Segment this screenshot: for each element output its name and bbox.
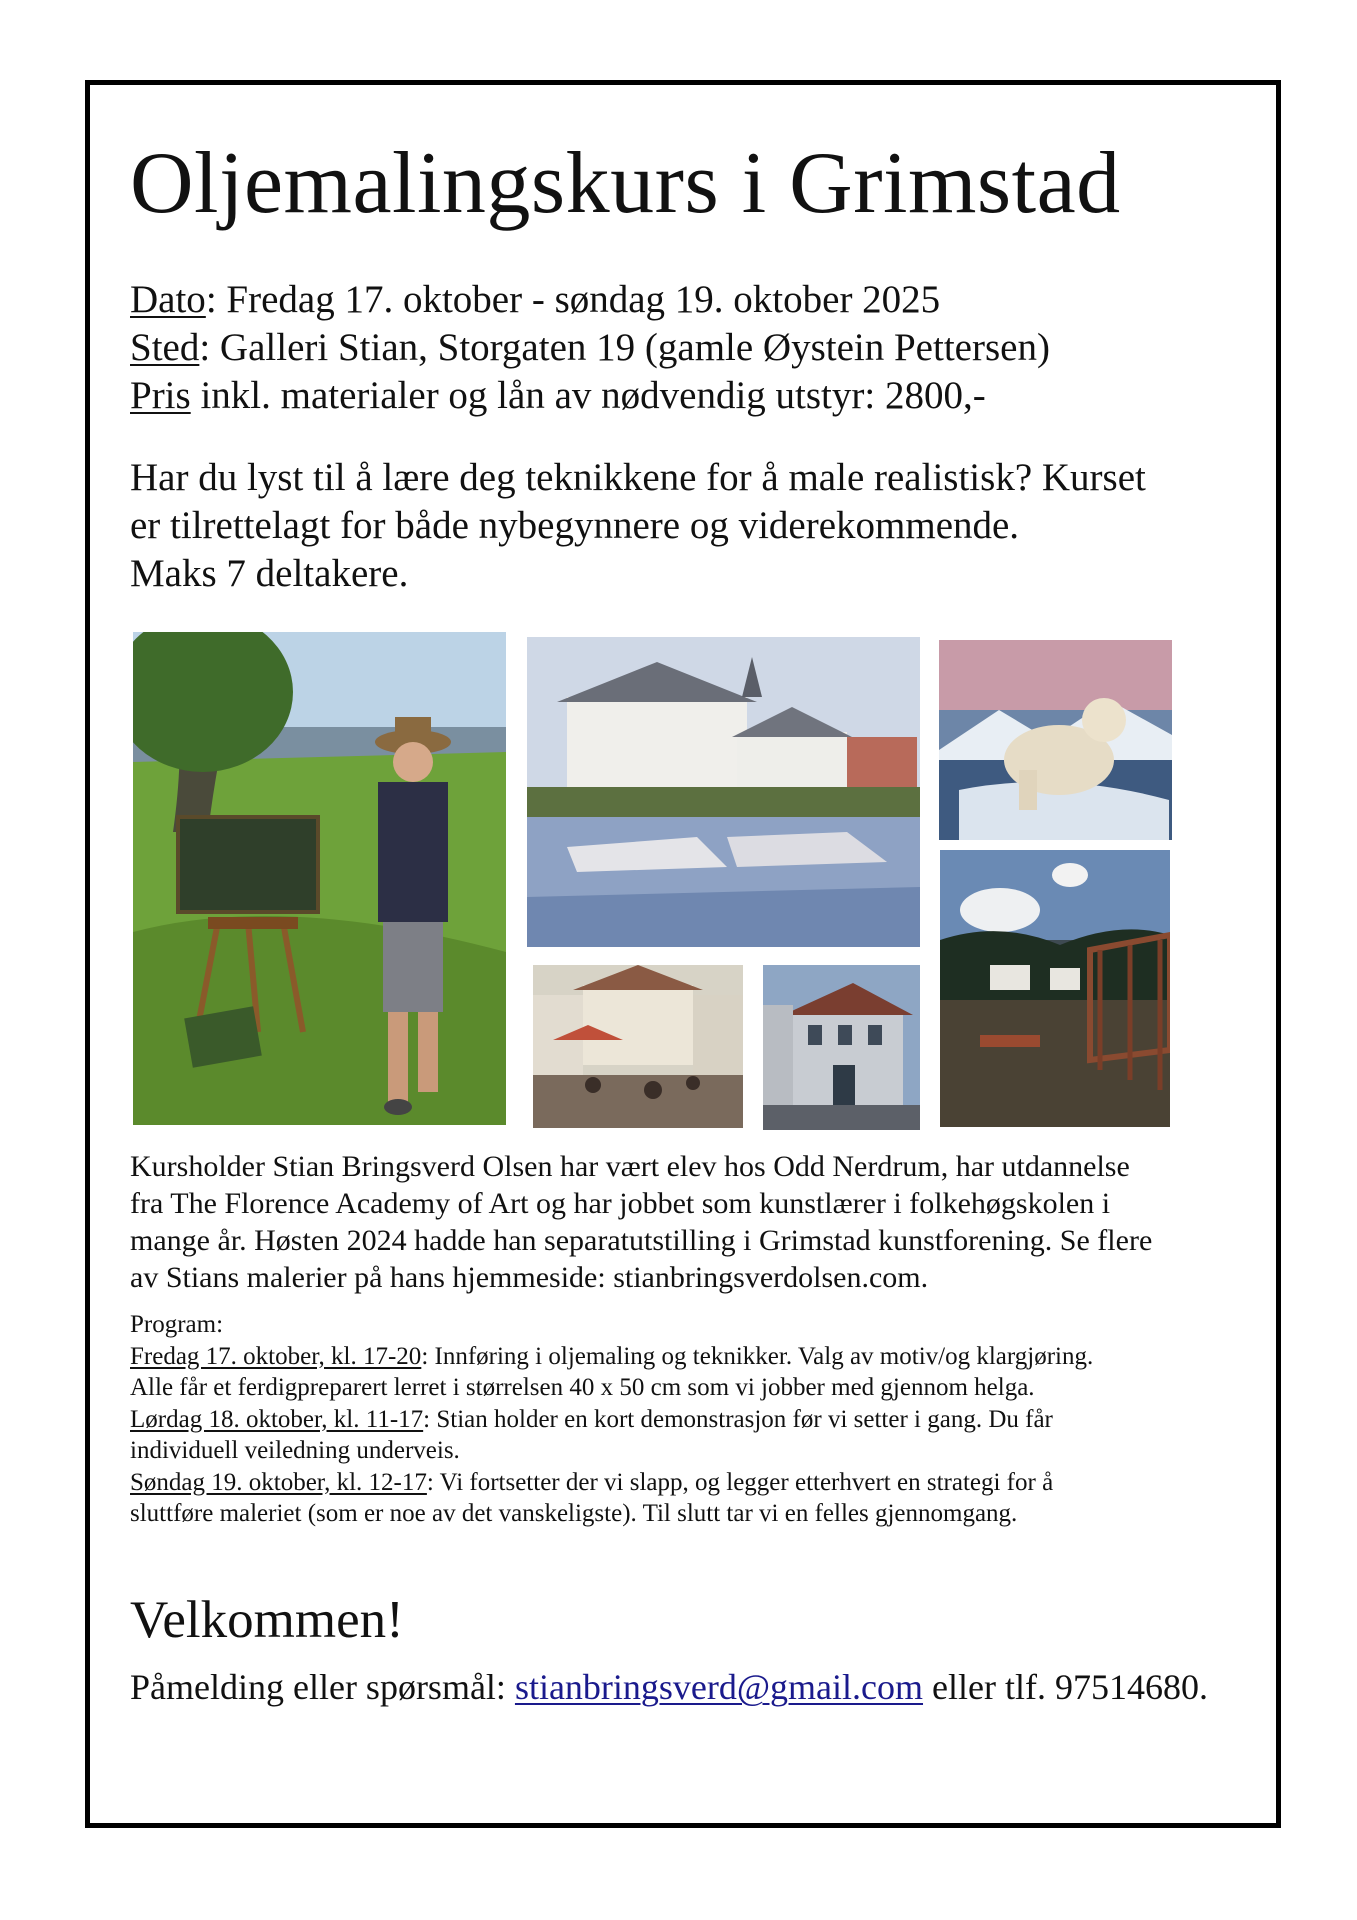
corner-house-painting (763, 965, 920, 1130)
friday-label: Fredag 17. oktober, kl. 17-20 (130, 1342, 422, 1370)
harbour-painting (527, 637, 920, 947)
sunday-text: : Vi fortsetter der vi slapp, og legger etterhvert en strategi for å (426, 1468, 1054, 1496)
instructor-bio (130, 1148, 1260, 1296)
bio-line: mange år. Høsten 2024 hadde han separatutstilling i Grimstad kunstforening. Se flere (130, 1224, 1153, 1257)
friday-line (130, 1341, 1270, 1373)
course-info (130, 276, 1050, 420)
sunday-label: Søndag 19. oktober, kl. 12-17 (130, 1468, 427, 1496)
saturday-text-cont: individuell veiledning underveis. (130, 1437, 460, 1464)
bridge-painting (940, 850, 1170, 1127)
sunday-text-cont: sluttføre maleriet (som er noe av det vanskeligste). Til slutt tar vi en felles gjennomgang. (130, 1500, 1018, 1527)
place-label: Sted (130, 326, 200, 369)
street-cafe-painting (533, 965, 743, 1128)
page-title: Oljemalingskurs i Grimstad (130, 135, 1121, 232)
sunday-line (130, 1467, 1270, 1499)
price-line (130, 372, 1050, 420)
bio-line: Kursholder Stian Bringsverd Olsen har vært elev hos Odd Nerdrum, har utdannelse (130, 1150, 1130, 1183)
contact-line (130, 1665, 1208, 1709)
program-section (130, 1309, 1270, 1530)
place-line (130, 324, 1050, 372)
contact-prefix: Påmelding eller spørsmål: (130, 1667, 515, 1707)
polar-bear-painting (939, 640, 1172, 840)
intro-line: Maks 7 deltakere. (130, 552, 409, 595)
friday-text: : Innføring i oljemaling og teknikker. Valg av motiv/og klargjøring. (421, 1342, 1094, 1370)
date-label: Dato (130, 278, 206, 321)
program-heading: Program: (130, 1311, 224, 1338)
painter-photo (133, 632, 506, 1125)
date-value: : Fredag 17. oktober - søndag 19. oktober 2025 (205, 278, 941, 321)
price-value: inkl. materialer og lån av nødvendig utstyr: 2800,- (190, 374, 986, 417)
bio-line: av Stians malerier på hans hjemmeside: stianbringsverdolsen.com. (130, 1261, 929, 1294)
saturday-label: Lørdag 18. oktober, kl. 11-17 (130, 1405, 424, 1433)
date-line (130, 276, 1050, 324)
bio-line: fra The Florence Academy of Art og har jobbet som kunstlærer i folkehøgskolen i (130, 1187, 1111, 1220)
saturday-text: : Stian holder en kort demonstrasjon før vi setter i gang. Du får (423, 1405, 1053, 1433)
intro-text (130, 454, 1240, 598)
welcome-heading: Velkommen! (130, 1591, 404, 1649)
email-link[interactable]: stianbringsverd@gmail.com (514, 1667, 924, 1707)
intro-line: er tilrettelagt for både nybegynnere og viderekommende. (130, 504, 1020, 547)
contact-suffix: eller tlf. 97514680. (923, 1667, 1208, 1707)
friday-text-cont: Alle får et ferdigpreparert lerret i størrelsen 40 x 50 cm som vi jobber med gjennom helga. (130, 1374, 1035, 1401)
intro-line: Har du lyst til å lære deg teknikkene for å male realistisk? Kurset (130, 456, 1146, 499)
saturday-line (130, 1404, 1270, 1436)
price-label: Pris (130, 374, 191, 417)
place-value: : Galleri Stian, Storgaten 19 (gamle Øystein Pettersen) (199, 326, 1050, 369)
